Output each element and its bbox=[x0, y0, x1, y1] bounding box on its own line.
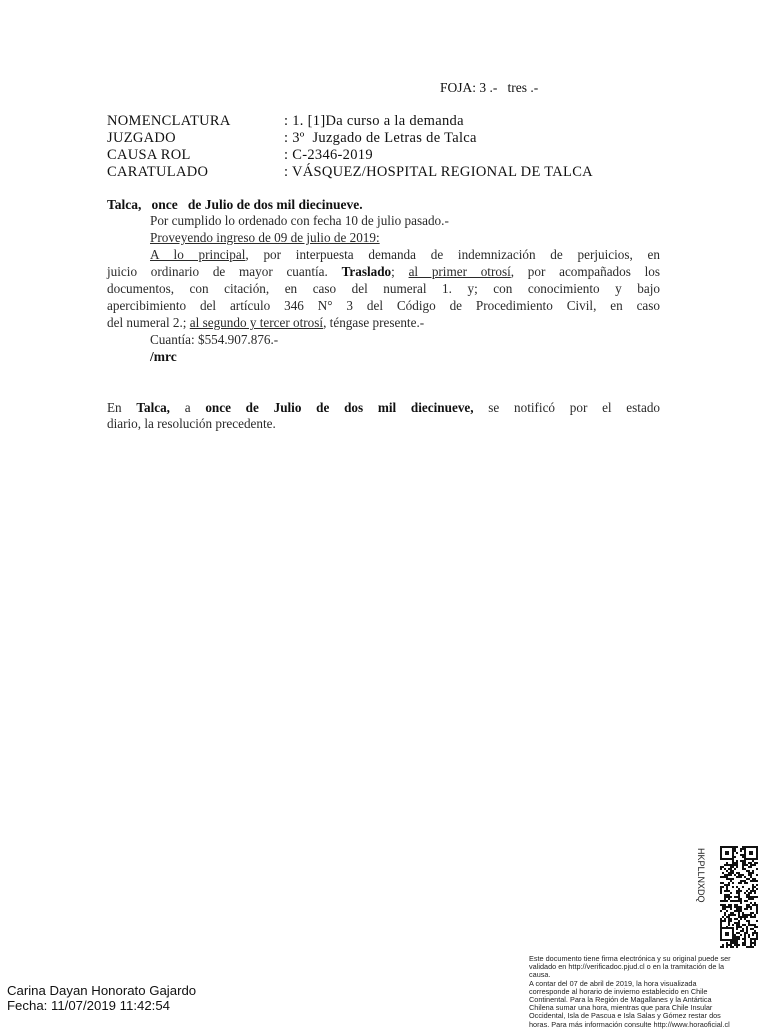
p3-line2-c: ; bbox=[391, 264, 409, 279]
legal-line: validado en http://verificadoc.pjud.cl o en la tramitación de la bbox=[529, 962, 725, 972]
header-value-causa-rol: : C-2346-2019 bbox=[284, 147, 373, 163]
qr-barcode-icon bbox=[720, 846, 758, 948]
a-lo-principal: A lo principal bbox=[150, 247, 246, 262]
legal-line: Este documento tiene firma electrónica y su original puede ser bbox=[529, 954, 731, 963]
legal-line: Chilena sumar una hora, mientras que para Chile Insular bbox=[529, 1003, 713, 1013]
header-label-juzgado: JUZGADO bbox=[107, 130, 176, 146]
resolution-date-line: Talca, once de Julio de dos mil diecinueve. bbox=[107, 197, 363, 212]
signature-name: Carina Dayan Honorato Gajardo bbox=[7, 983, 197, 998]
traslado: Traslado bbox=[341, 264, 392, 279]
legal-line: Continental. Para la Región de Magallanes y la Antártica bbox=[529, 995, 712, 1005]
resolution-paragraph-3-line-2 bbox=[107, 264, 660, 281]
foja-number: FOJA: 3 .- tres .- bbox=[440, 80, 539, 95]
legal-line: causa. bbox=[529, 970, 551, 980]
legal-line: corresponde al horario de invierno establecido en Chile bbox=[529, 986, 708, 996]
notif-t3: se notificó por el estado bbox=[473, 400, 661, 415]
header-value-nomenclatura: : 1. [1]Da curso a la demanda bbox=[284, 113, 464, 129]
primer-otrosi: al primer otrosí bbox=[408, 264, 511, 279]
legal-line: A contar del 07 de abril de 2019, la hora visualizada bbox=[529, 978, 697, 988]
legal-line: horas. Para más información consulte http://www.horaoficial.cl bbox=[529, 1019, 730, 1029]
header-label-caratulado: CARATULADO bbox=[107, 164, 209, 180]
notif-city: Talca, bbox=[136, 400, 170, 415]
p3-text-1: , por interpuesta demanda de indemnización de perjuicios, en bbox=[245, 247, 660, 262]
resolution-paragraph-3-line-5 bbox=[107, 315, 424, 332]
notif-t1: En bbox=[107, 400, 137, 415]
notification-line-1 bbox=[107, 400, 660, 416]
initials: /mrc bbox=[150, 349, 177, 364]
resolution-paragraph-3-line-4: apercibimiento del artículo 346 N° 3 del Código de Procedimiento Civil, en caso bbox=[107, 298, 660, 313]
notif-date: once de Julio de dos mil diecinueve, bbox=[205, 400, 474, 415]
verification-code: HKPLLNXDQ bbox=[696, 848, 706, 903]
p3-line5-c: , téngase presente.- bbox=[323, 315, 425, 330]
p3-line2-e: , por acompañados los bbox=[510, 264, 660, 279]
legal-note bbox=[529, 955, 758, 1029]
notif-t2: a bbox=[169, 400, 206, 415]
notification-line-2: diario, la resolución precedente. bbox=[107, 416, 276, 431]
p3-line5-a: del numeral 2.; bbox=[107, 315, 190, 330]
header-label-nomenclatura: NOMENCLATURA bbox=[107, 113, 231, 129]
signature-date: Fecha: 11/07/2019 11:42:54 bbox=[7, 998, 171, 1013]
resolution-paragraph-3-line-3: documentos, con citación, en caso del numeral 1. y; con conocimiento y bajo bbox=[107, 281, 660, 296]
header-value-juzgado: : 3º Juzgado de Letras de Talca bbox=[284, 130, 477, 146]
header-value-caratulado: : VÁSQUEZ/HOSPITAL REGIONAL DE TALCA bbox=[284, 164, 593, 180]
resolution-paragraph-3-line-1 bbox=[150, 247, 660, 264]
legal-line: Occidental, Isla de Pascua e Isla Salas y Gómez restar dos bbox=[529, 1011, 721, 1021]
segundo-tercer-otrosi: al segundo y tercer otrosí bbox=[189, 315, 324, 330]
cuantia: Cuantía: $554.907.876.- bbox=[150, 332, 279, 347]
p3-line2-a: juicio ordinario de mayor cuantía. bbox=[107, 264, 342, 279]
header-label-causa-rol: CAUSA ROL bbox=[107, 147, 191, 163]
resolution-paragraph-2: Proveyendo ingreso de 09 de julio de 2019: bbox=[150, 230, 380, 245]
resolution-paragraph-1: Por cumplido lo ordenado con fecha 10 de julio pasado.- bbox=[150, 213, 449, 228]
